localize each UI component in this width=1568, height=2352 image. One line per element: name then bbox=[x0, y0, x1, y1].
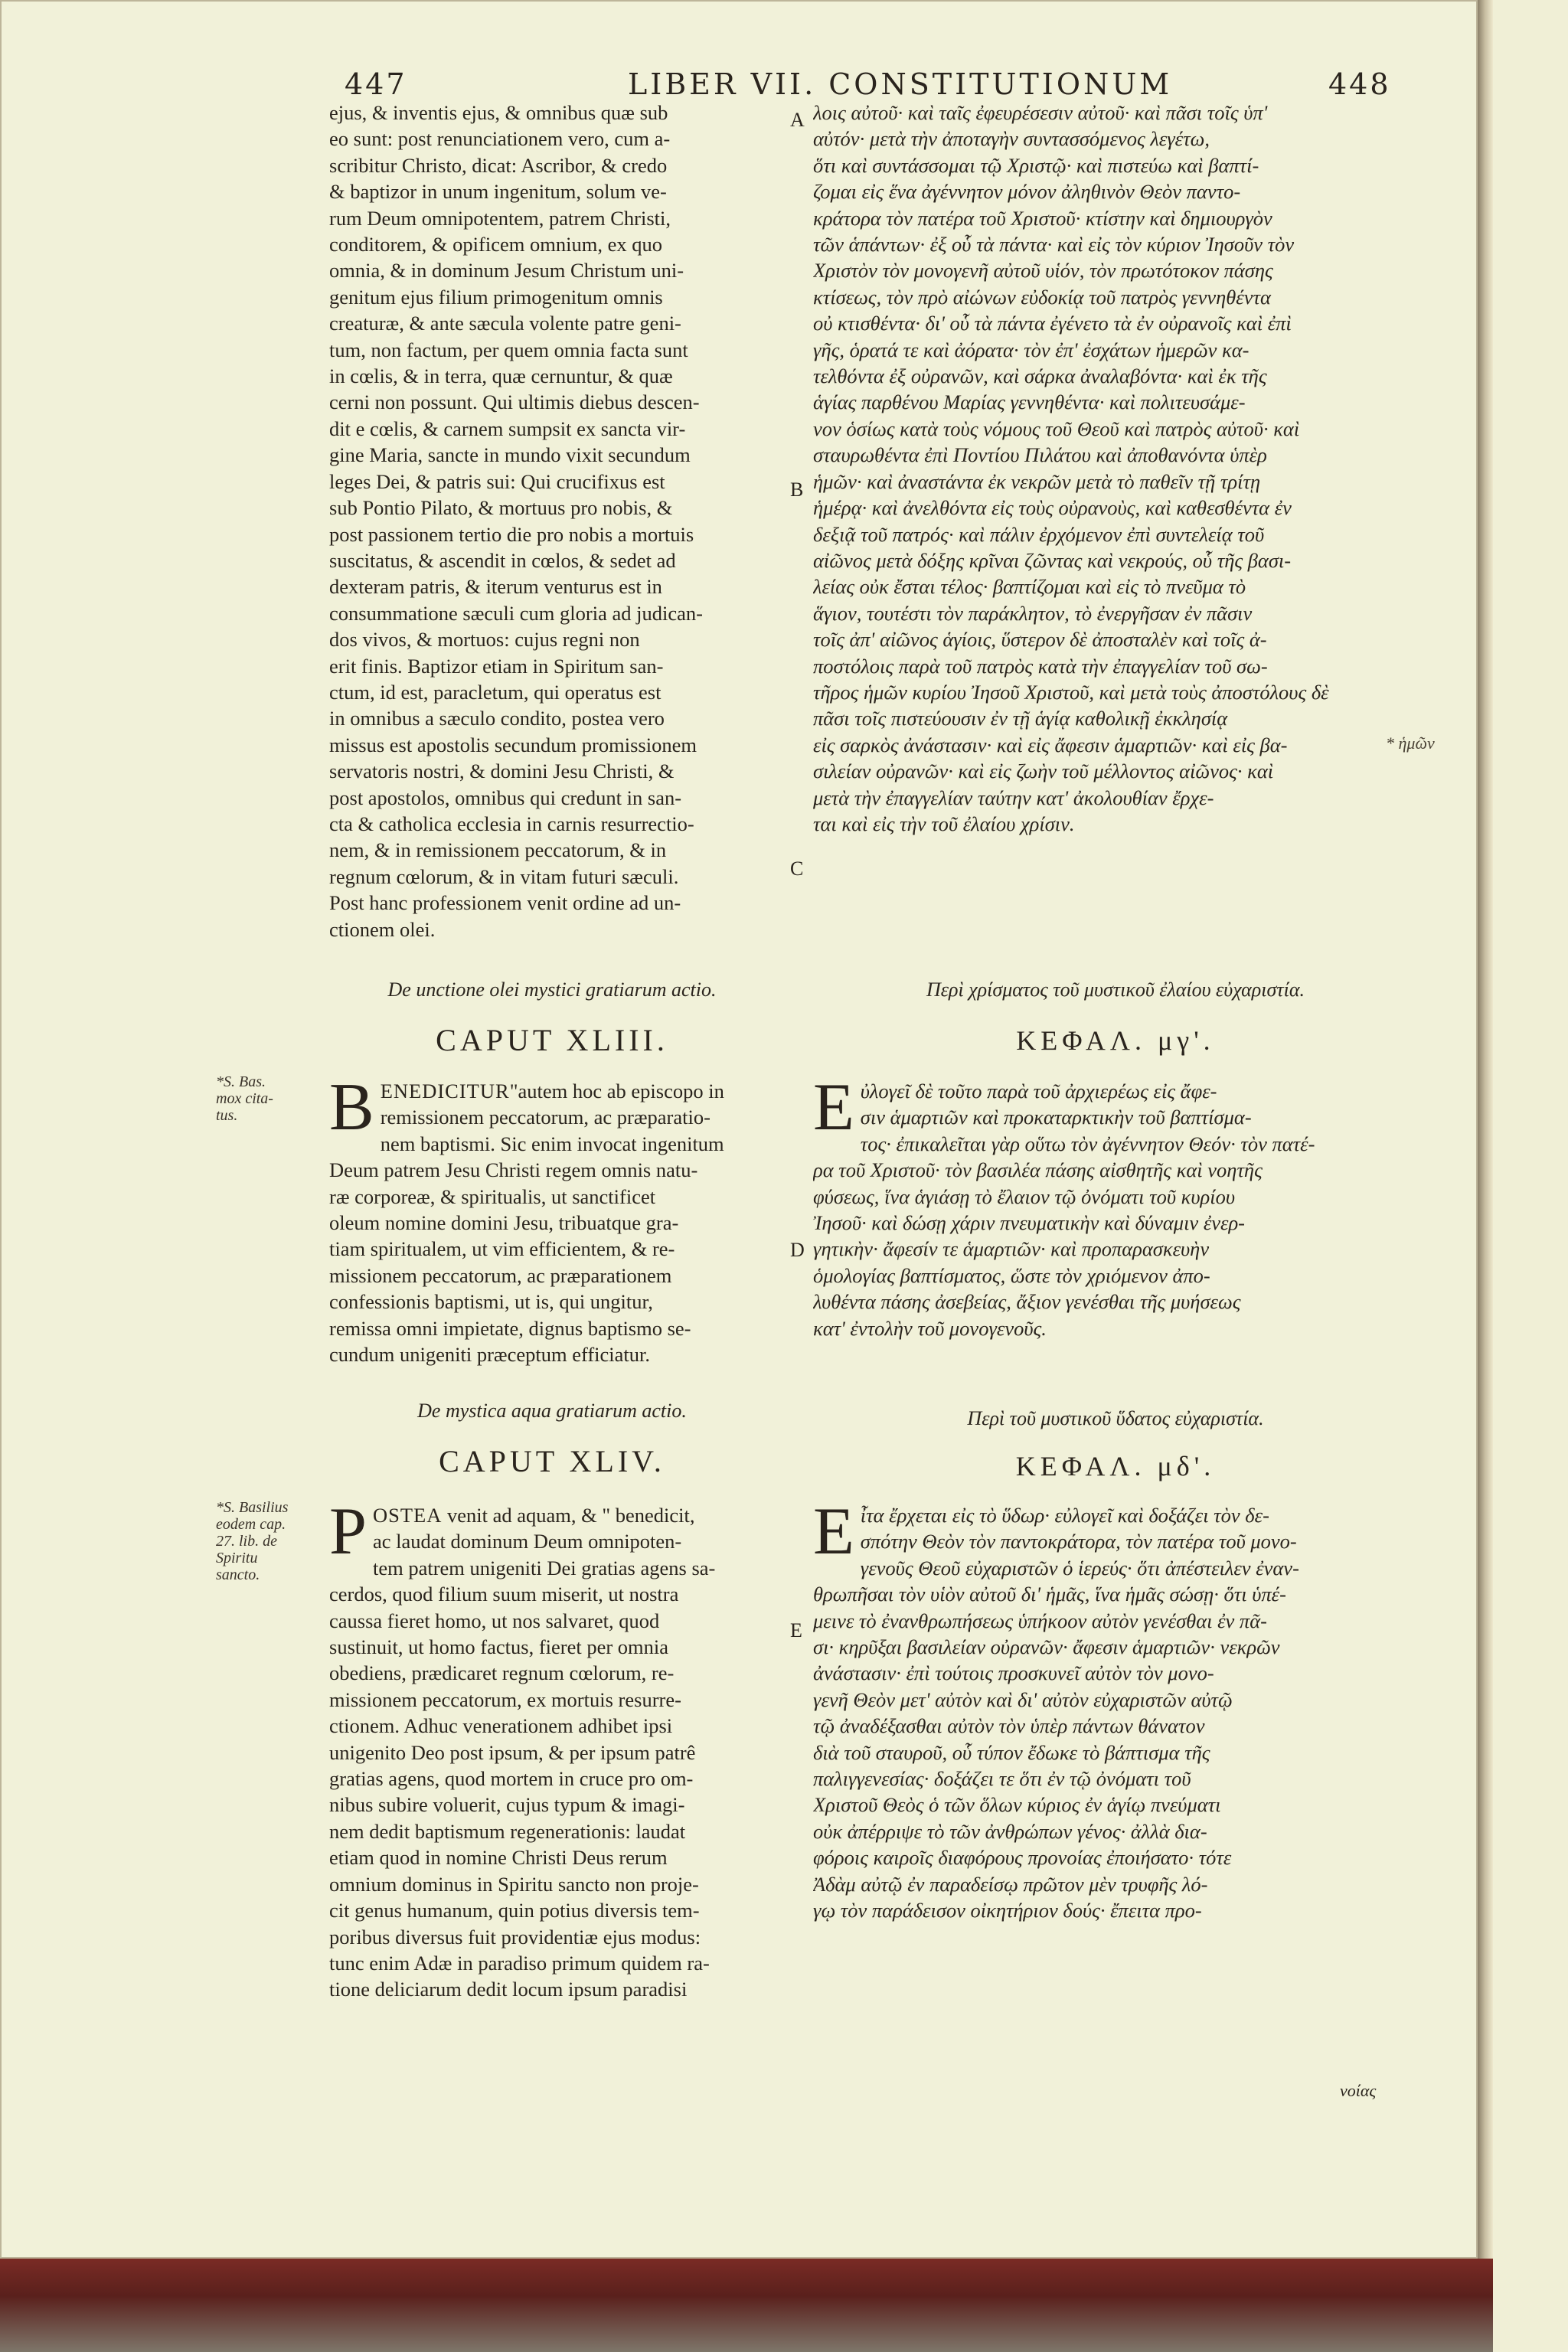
text-line: κτίσεως, τὸν πρὸ αἰώνων εὐδοκίᾳ τοῦ πατρὸς γεννηθέντα bbox=[813, 285, 1271, 309]
text-line: obediens, prædicaret regnum cœlorum, re- bbox=[329, 1661, 675, 1685]
text-line: cta & catholica ecclesia in carnis resurrectio- bbox=[329, 812, 694, 835]
text-line: missionem peccatorum, ac præparationem bbox=[329, 1263, 672, 1287]
text-line: λοις αὐτοῦ· καὶ ταῖς ἐφευρέσεσιν αὐτοῦ· καὶ πᾶσι τοῖς ὑπ' bbox=[813, 101, 1268, 124]
latin-initial-43: B bbox=[329, 1070, 374, 1145]
text-line: Deum patrem Jesu Christi regem omnis natu- bbox=[329, 1158, 698, 1182]
book-cover-edge bbox=[0, 2259, 1493, 2352]
greek-variant-note: * ἡμῶν bbox=[1386, 733, 1435, 753]
text-line: σταυρωθέντα ἐπὶ Ποντίου Πιλάτου καὶ ἀποθανόντα ὑπὲρ bbox=[813, 443, 1267, 467]
text-line: ὐλογεῖ δὲ τοῦτο παρὰ τοῦ ἀρχιερέως εἰς ἄφε- bbox=[860, 1080, 1217, 1102]
text-line: tem patrem unigeniti Dei gratias agens sa- bbox=[372, 1556, 716, 1579]
text-line: Χριστοῦ Θεὸς ὁ τῶν ὅλων κύριος ἐν ἁγίῳ πνεύματι bbox=[813, 1793, 1221, 1817]
latin-paragraph-44 bbox=[329, 1494, 775, 2003]
text-line: consummatione sæculi cum gloria ad judican- bbox=[329, 601, 703, 625]
latin-rubric-44: De mystica aqua gratiarum actio. bbox=[417, 1400, 687, 1422]
latin-column-top bbox=[329, 100, 775, 942]
text-line: δεξιᾷ τοῦ πατρός· καὶ πάλιν ἐρχόμενον ἐπὶ συντελείᾳ τοῦ bbox=[813, 522, 1265, 546]
text-line: remissa omni impietate, dignus baptismo se- bbox=[329, 1316, 691, 1340]
latin-first-word-43: ENEDICITUR bbox=[380, 1080, 510, 1102]
text-line: conditorem, & opificem omnium, ex quo bbox=[329, 233, 662, 256]
text-line: ἡμῶν· καὶ ἀναστάντα ἐκ νεκρῶν μετὰ τὸ παθεῖν τῇ τρίτῃ bbox=[813, 469, 1261, 493]
text-line: leges Dei, & patris sui: Qui crucifixus est bbox=[329, 469, 665, 493]
greek-column-top bbox=[813, 100, 1418, 837]
text-line: τῷ ἀναδέξασθαι αὐτὸν τὸν ὑπὲρ πάντων θάνατον bbox=[813, 1714, 1205, 1738]
text-line: ἁγίας παρθένου Μαρίας γεννηθέντα· καὶ πολιτευσάμε- bbox=[813, 390, 1246, 414]
text-line: poribus diversus fuit providentiæ ejus modus: bbox=[329, 1925, 701, 1949]
text-line: genitum ejus filium primogenitum omnis bbox=[329, 285, 663, 309]
text-line: τος· ἐπικαλεῖται γὰρ οὕτω τὸν ἀγέννητον Θεόν· τὸν πατέ- bbox=[860, 1132, 1315, 1155]
text-line: παλιγγενεσίας· δοξάζει τε ὅτι ἐν τῷ ὀνόματι τοῦ bbox=[813, 1767, 1191, 1791]
text-line: τῆρος ἡμῶν κυρίου Ἰησοῦ Χριστοῦ, καὶ μετὰ τοὺς ἀποστόλους δὲ bbox=[813, 680, 1329, 704]
margin-note-line: *S. Bas. bbox=[216, 1073, 266, 1090]
text-line: κράτορα τὸν πατέρα τοῦ Χριστοῦ· κτίστην καὶ δημιουργὸν bbox=[813, 206, 1272, 230]
margin-letter-b: B bbox=[790, 479, 804, 501]
text-line: caussa fieret homo, ut nos salvaret, quod bbox=[329, 1609, 660, 1632]
text-line: σι· κηρῦξαι βασιλείαν οὐρανῶν· ἄφεσιν ἁμαρτιῶν· νεκρῶν bbox=[813, 1635, 1280, 1659]
text-line: ζομαι εἰς ἕνα ἀγέννητον μόνον ἀληθινὸν Θεὸν παντο- bbox=[813, 180, 1241, 204]
latin-line: venit ad aquam, & " benedicit, bbox=[442, 1504, 695, 1527]
text-line: erit finis. Baptizor etiam in Spiritum san- bbox=[329, 654, 664, 678]
text-line: τοῖς ἀπ' αἰῶνος ἁγίοις, ὕστερον δὲ ἀποσταλὲν καὶ τοῖς ἀ- bbox=[813, 628, 1267, 652]
text-line: omnia, & in dominum Jesum Christum uni- bbox=[329, 259, 684, 283]
text-line: φόροις καιροῖς διαφόρους προνοίας ἐποιήσατο· τότε bbox=[813, 1846, 1232, 1870]
text-line: tunc enim Adæ in paradiso primum quidem ra- bbox=[329, 1951, 710, 1975]
margin-note-line: mox cita- bbox=[216, 1090, 273, 1107]
text-line: νον ὁσίως κατὰ τοὺς νόμους τοῦ Θεοῦ καὶ πατρὸς αὐτοῦ· καὶ bbox=[813, 416, 1300, 440]
text-line: cerni non possunt. Qui ultimis diebus descen- bbox=[329, 390, 700, 414]
margin-letter-d: D bbox=[790, 1239, 805, 1261]
text-line: ὅτι καὶ συντάσσομαι τῷ Χριστῷ· καὶ πιστεύω καὶ βαπτί- bbox=[813, 153, 1259, 177]
text-line: etiam quod in nomine Christi Deus rerum bbox=[329, 1846, 668, 1870]
text-line: gine Maria, sancte in mundo vixit secundum bbox=[329, 443, 691, 467]
text-line: post passionem tertio die pro nobis a mortuis bbox=[329, 522, 694, 546]
text-line: ctum, id est, paracletum, qui operatus est bbox=[329, 680, 662, 704]
margin-note-line: 27. lib. de bbox=[216, 1533, 277, 1550]
text-line: Χριστὸν τὸν μονογενῆ αὐτοῦ υἱόν, τὸν πρωτότοκον πάσης bbox=[813, 259, 1273, 283]
text-line: sub Pontio Pilato, & mortuus pro nobis, & bbox=[329, 496, 673, 520]
text-line: θρωπῆσαι τὸν υἱὸν αὐτοῦ δι' ἡμᾶς, ἵνα ἡμᾶς σώσῃ· ὅτι ὑπέ- bbox=[813, 1583, 1286, 1606]
latin-initial-44: P bbox=[329, 1494, 367, 1569]
text-line: λυθέντα πάσης ἀσεβείας, ἄξιον γενέσθαι τῆς μυήσεως bbox=[813, 1290, 1241, 1314]
text-line: in omnibus a sæculo condito, postea vero bbox=[329, 707, 665, 730]
text-line: μεινε τὸ ἐνανθρωπήσεως ὑπήκοον αὐτὸν γενέσθαι ἐν πᾶ- bbox=[813, 1609, 1267, 1632]
text-line: διὰ τοῦ σταυροῦ, οὗ τύπον ἔδωκε τὸ βάπτισμα τῆς bbox=[813, 1740, 1210, 1764]
text-line: suscitatus, & ascendit in cœlos, & sedet ad bbox=[329, 548, 676, 572]
text-line: ctionem olei. bbox=[329, 917, 436, 941]
text-line: gratias agens, quod mortem in cruce pro om- bbox=[329, 1767, 694, 1791]
text-line: τελθόντα ἐξ οὐρανῶν, καὶ σάρκα ἀναλαβόντα· καὶ ἐκ τῆς bbox=[813, 364, 1267, 388]
text-line: remissionem peccatorum, ac præparatio- bbox=[380, 1106, 710, 1129]
text-line: αὐτόν· μετὰ τὴν ἀποταγὴν συντασσόμενος λεγέτω, bbox=[813, 127, 1210, 151]
text-line: πᾶσι τοῖς πιστεύουσιν ἐν τῇ ἁγίᾳ καθολικῇ ἐκκλησίᾳ bbox=[813, 707, 1228, 730]
text-line: ἡμέρᾳ· καὶ ἀνελθόντα εἰς τοὺς οὐρανοὺς, καὶ καθεσθέντα ἐν bbox=[813, 496, 1292, 520]
margin-note-basil-spiritu bbox=[216, 1499, 288, 1583]
text-line: γῳ τὸν παράδεισον οἰκητήριον δούς· ἔπειτα προ- bbox=[813, 1899, 1202, 1922]
margin-note-line: Spiritu bbox=[216, 1550, 258, 1566]
greek-kefal-44: ΚΕΦΑΛ. μδ'. bbox=[1015, 1451, 1216, 1481]
text-line: nem, & in remissionem peccatorum, & in bbox=[329, 838, 667, 862]
latin-line: "autem hoc ab episcopo in bbox=[509, 1080, 724, 1102]
margin-letter-a: A bbox=[790, 109, 805, 131]
text-line: αἰῶνος μετὰ δόξης κρῖναι ζῶντας καὶ νεκρούς, οὗ τῆς βασι- bbox=[813, 548, 1292, 572]
text-line: sustinuit, ut homo factus, fieret per omnia bbox=[329, 1635, 669, 1659]
text-line: σπότην Θεὸν τὸν παντοκράτορα, τὸν πατέρα τοῦ μονο- bbox=[860, 1530, 1297, 1553]
facing-page-edge bbox=[1493, 0, 1568, 2352]
greek-initial-43: Ε bbox=[813, 1070, 854, 1145]
text-line: σιν ἁμαρτιῶν καὶ προκαταρκτικὴν τοῦ βαπτίσμα- bbox=[860, 1106, 1252, 1129]
catchword: νοίας bbox=[1340, 2081, 1377, 2100]
text-line: Ἀδὰμ αὐτῷ ἐν παραδείσῳ πρῶτον μὲν τρυφῆς λό- bbox=[813, 1872, 1208, 1896]
margin-note-line: eodem cap. bbox=[216, 1516, 286, 1533]
text-line: in cœlis, & in terra, quæ cernuntur, & quæ bbox=[329, 364, 673, 388]
text-line: ac laudat dominum Deum omnipoten- bbox=[372, 1530, 682, 1553]
greek-rubric-43: Περὶ χρίσματος τοῦ μυστικοῦ ἐλαίου εὐχαριστία. bbox=[926, 978, 1305, 1001]
text-line: οὐκ ἀπέρριψε τὸ τῶν ἀνθρώπων γένος· ἀλλὰ δια- bbox=[813, 1819, 1207, 1843]
text-line: ὁμολογίας βαπτίσματος, ὥστε τὸν χριόμενον ἀπο- bbox=[813, 1263, 1210, 1287]
text-line: τῶν ἁπάντων· ἐξ οὗ τὰ πάντα· καὶ εἰς τὸν κύριον Ἰησοῦν τὸν bbox=[813, 233, 1295, 256]
text-line: ρα τοῦ Χριστοῦ· τὸν βασιλέα πάσης αἰσθητῆς καὶ νοητῆς bbox=[813, 1158, 1263, 1182]
text-line: εἰς σαρκὸς ἀνάστασιν· καὶ εἰς ἄφεσιν ἁμαρτιῶν· καὶ εἰς βα- bbox=[813, 733, 1288, 756]
text-line: μετὰ τὴν ἐπαγγελίαν ταύτην κατ' ἀκολουθίαν ἔρχε- bbox=[813, 786, 1214, 809]
text-line: nem dedit baptismum regenerationis: laudat bbox=[329, 1819, 686, 1843]
text-line: cit genus humanum, quin potius diversis tem- bbox=[329, 1899, 700, 1922]
greek-rubric-44: Περὶ τοῦ μυστικοῦ ὕδατος εὐχαριστία. bbox=[967, 1407, 1264, 1429]
page-number-right: 448 bbox=[1328, 67, 1391, 101]
text-line: ejus, & inventis ejus, & omnibus quæ sub bbox=[329, 101, 668, 124]
text-line: ποστόλοις παρὰ τοῦ πατρὸς κατὰ τὴν ἐπαγγελίαν τοῦ σω- bbox=[813, 654, 1268, 678]
text-line: regnum cœlorum, & in vitam futuri sæculi. bbox=[329, 864, 679, 888]
text-line: ται καὶ εἰς τὴν τοῦ ἐλαίου χρίσιν. bbox=[813, 812, 1075, 835]
text-line: missionem peccatorum, ex mortuis resurre- bbox=[329, 1687, 681, 1711]
margin-note-line: *S. Basilius bbox=[216, 1499, 289, 1516]
page-number-left: 447 bbox=[345, 67, 407, 101]
text-line: dos vivos, & mortuos: cujus regni non bbox=[329, 628, 640, 652]
text-line: nibus subire voluerit, cujus typum & imagi- bbox=[329, 1793, 685, 1817]
text-line: ἅγιον, τουτέστι τὸν παράκλητον, τὸ ἐνεργῆσαν ἐν πᾶσιν bbox=[813, 601, 1253, 625]
book-gutter bbox=[1478, 0, 1493, 2352]
text-line: rum Deum omnipotentem, patrem Christi, bbox=[329, 206, 671, 230]
text-line: γενῆ Θεὸν μετ' αὐτὸν καὶ δι' αὐτὸν εὐχαριστῶν αὐτῷ bbox=[813, 1687, 1233, 1711]
latin-rubric-43: De unctione olei mystici gratiarum actio. bbox=[387, 978, 717, 1001]
greek-paragraph-44 bbox=[813, 1494, 1418, 1924]
margin-note-line: sancto. bbox=[216, 1566, 260, 1583]
margin-letter-e: E bbox=[790, 1619, 802, 1642]
margin-note-line: tus. bbox=[216, 1107, 238, 1124]
margin-note-basil bbox=[216, 1073, 273, 1124]
text-line: Ἰησοῦ· καὶ δώσῃ χάριν πνευματικὴν καὶ δύναμιν ἐνερ- bbox=[813, 1211, 1246, 1235]
text-line: γῆς, ὁρατά τε καὶ ἀόρατα· τὸν ἐπ' ἐσχάτων ἡμερῶν κα- bbox=[813, 338, 1250, 361]
latin-first-word-44: OSTEA bbox=[372, 1504, 443, 1527]
text-line: omnium dominus in Spiritu sancto non proje- bbox=[329, 1872, 699, 1896]
running-title: LIBER VII. CONSTITUTIONUM bbox=[628, 67, 1173, 101]
text-line: servatoris nostri, & domini Jesu Christi, & bbox=[329, 760, 675, 783]
text-line: γενοῦς Θεοῦ εὐχαριστῶν ὁ ἱερεύς· ὅτι ἀπέστειλεν ἐναν- bbox=[860, 1556, 1299, 1579]
text-line: creaturæ, & ante sæcula volente patre geni- bbox=[329, 312, 681, 335]
text-line: dexteram patris, & iterum venturus est in bbox=[329, 575, 662, 599]
text-line: cerdos, quod filium suum miserit, ut nostra bbox=[329, 1583, 679, 1606]
text-line: oleum nomine domini Jesu, tribuatque gra- bbox=[329, 1211, 679, 1235]
text-line: scribitur Christo, dicat: Ascribor, & credo bbox=[329, 153, 668, 177]
text-line: tione deliciarum dedit locum ipsum paradisi bbox=[329, 1978, 688, 2001]
text-line: λείας οὐκ ἔσται τέλος· βαπτίζομαι καὶ εἰς τὸ πνεῦμα τὸ bbox=[813, 575, 1246, 599]
text-line: post apostolos, omnibus qui credunt in san- bbox=[329, 786, 682, 809]
text-line: eo sunt: post renunciationem vero, cum a- bbox=[329, 127, 671, 151]
margin-letter-c: C bbox=[790, 858, 804, 880]
greek-paragraph-43 bbox=[813, 1070, 1418, 1341]
text-line: κατ' ἐντολὴν τοῦ μονογενοῦς. bbox=[813, 1316, 1047, 1340]
greek-kefal-43: ΚΕΦΑΛ. μγ'. bbox=[1016, 1025, 1215, 1056]
text-line: σιλείαν οὐρανῶν· καὶ εἰς ζωὴν τοῦ μέλλοντος αἰῶνος· καὶ bbox=[813, 760, 1274, 783]
text-line: ἶτα ἔρχεται εἰς τὸ ὕδωρ· εὐλογεῖ καὶ δοξάζει τὸν δε- bbox=[860, 1504, 1269, 1527]
text-line: nem baptismi. Sic enim invocat ingenitum bbox=[380, 1132, 724, 1155]
text-line: φύσεως, ἵνα ἁγιάσῃ τὸ ἔλαιον τῷ ὀνόματι τοῦ κυρίου bbox=[813, 1184, 1236, 1208]
text-line: ἀνάστασιν· ἐπὶ τούτοις προσκυνεῖ αὐτὸν τὸν μονο- bbox=[813, 1661, 1214, 1685]
text-line: confessionis baptismi, ut is, qui ungitur, bbox=[329, 1290, 653, 1314]
latin-caput-43: CAPUT XLIII. bbox=[436, 1023, 668, 1057]
text-line: οὐ κτισθέντα· δι' οὗ τὰ πάντα ἐγένετο τὰ ἐν οὐρανοῖς καὶ ἐπὶ bbox=[813, 312, 1292, 335]
text-line: ræ corporeæ, & spiritualis, ut sanctificet bbox=[329, 1184, 656, 1208]
text-line: missus est apostolis secundum promissionem bbox=[329, 733, 697, 756]
text-line: ctionem. Adhuc venerationem adhibet ipsi bbox=[329, 1714, 673, 1738]
text-line: dit e cœlis, & carnem sumpsit ex sancta vir- bbox=[329, 416, 686, 440]
latin-caput-44: CAPUT XLIV. bbox=[439, 1444, 665, 1478]
text-line: Post hanc professionem venit ordine ad un- bbox=[329, 891, 681, 915]
text-line: & baptizor in unum ingenitum, solum ve- bbox=[329, 180, 667, 204]
text-line: tum, non factum, per quem omnia facta sunt bbox=[329, 338, 688, 361]
text-line: tiam spiritualem, ut vim efficientem, & re- bbox=[329, 1237, 675, 1261]
text-line: cundum unigeniti præceptum efficiatur. bbox=[329, 1343, 650, 1367]
latin-paragraph-43 bbox=[329, 1070, 775, 1367]
text-line: unigenito Deo post ipsum, & per ipsum patrê bbox=[329, 1740, 696, 1764]
greek-initial-44: Ε bbox=[813, 1494, 854, 1569]
text-line: γητικὴν· ἄφεσίν τε ἁμαρτιῶν· καὶ προπαρασκευὴν bbox=[813, 1237, 1210, 1261]
